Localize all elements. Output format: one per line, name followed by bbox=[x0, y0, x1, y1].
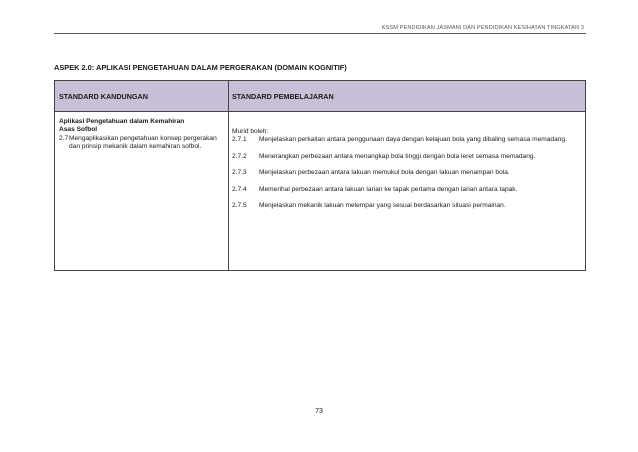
item-text: Menjelaskan perbezaan antara lakuan memukul bola dengan lakuan menampan bola. bbox=[259, 169, 510, 177]
item-code: 2.7.4 bbox=[232, 185, 247, 193]
running-header: KSSM PENDIDIKAN JASMANI DAN PENDIDIKAN KESIHATAN TINGKATAN 3 bbox=[381, 25, 584, 31]
list-item bbox=[232, 169, 580, 177]
item-code: 2.7.1 bbox=[232, 136, 247, 144]
item-code: 2.7.3 bbox=[232, 169, 247, 177]
list-item bbox=[232, 136, 580, 144]
kandungan-title-line2: Asas Sofbol bbox=[59, 126, 98, 134]
header-rule bbox=[54, 33, 586, 34]
list-item bbox=[232, 186, 580, 194]
column-divider bbox=[228, 81, 229, 270]
standard-kandungan-cell bbox=[59, 118, 223, 152]
aspect-title: ASPEK 2.0: APLIKASI PENGETAHUAN DALAM PERGERAKAN (DOMAIN KOGNITIF) bbox=[54, 63, 347, 72]
item-text: Memerihal perbezaan antara lakuan larian ke tapak pertama dengan larian antara tapak. bbox=[259, 185, 518, 193]
item-code: 2.7.5 bbox=[232, 202, 247, 210]
list-item bbox=[232, 202, 580, 210]
list-item bbox=[232, 153, 580, 161]
table-header-row bbox=[55, 81, 585, 112]
kandungan-standard bbox=[59, 135, 223, 152]
kandungan-text: Mengaplikasikan pengetahuan konsep pergerakan dan prinsip mekanik dalam kemahiran sofbol. bbox=[69, 134, 217, 151]
item-text: Menjelaskan perkaitan antara penggunaan daya dengan kelajuan bola yang dibaling semasa memadang. bbox=[259, 136, 567, 144]
pembelajaran-lead: Murid boleh: bbox=[232, 128, 269, 135]
header-standard-kandungan: STANDARD KANDUNGAN bbox=[59, 92, 148, 101]
item-text: Menjelaskan mekanik lakuan melempar yang sesuai berdasarkan situasi permainan. bbox=[259, 202, 506, 210]
page-number: 73 bbox=[315, 408, 323, 415]
kandungan-title-line1: Aplikasi Pengetahuan dalam Kemahiran bbox=[59, 118, 185, 125]
item-text: Menerangkan perbezaan antara menangkap bola tinggi dengan bola leret semasa memadang. bbox=[259, 152, 536, 160]
kandungan-number: 2.7 bbox=[59, 134, 69, 142]
header-standard-pembelajaran: STANDARD PEMBELAJARAN bbox=[232, 92, 334, 101]
standard-pembelajaran-cell bbox=[232, 128, 580, 218]
item-code: 2.7.2 bbox=[232, 152, 247, 160]
standards-table bbox=[54, 80, 586, 271]
